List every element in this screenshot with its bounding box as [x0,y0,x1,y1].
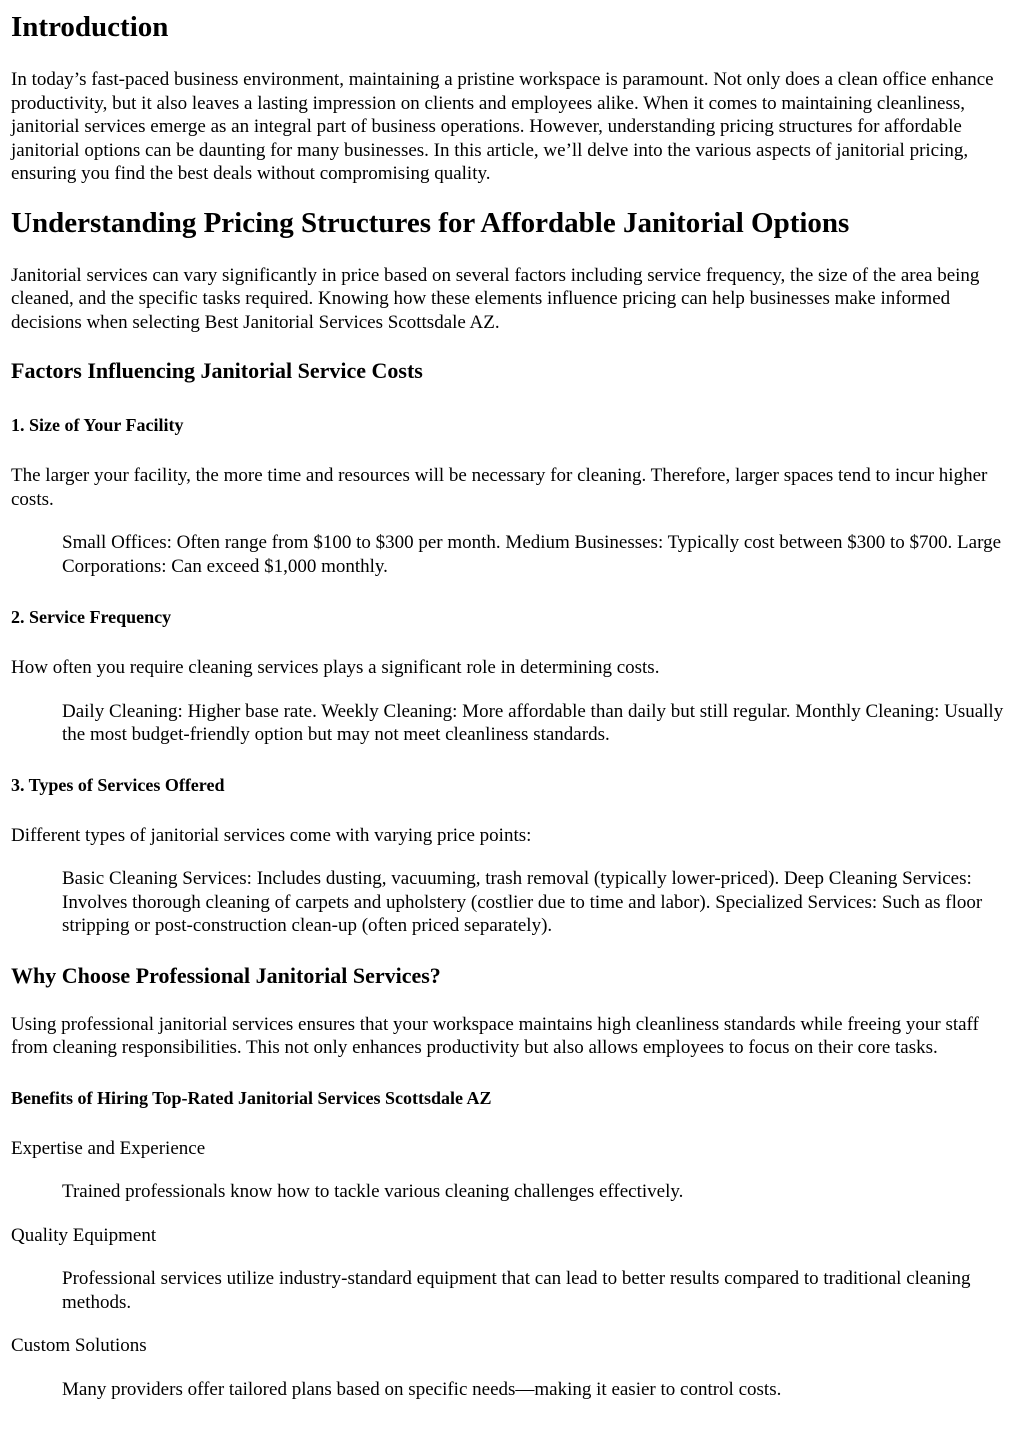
intro-heading: Introduction [11,11,169,43]
benefit-label-expertise: Expertise and Experience [11,1137,206,1159]
intro-paragraph: In today’s fast-paced business environment, maintaining a pristine workspace is paramount. Not only does a clean office enhance productivity, but it also leaves a lasting impression on clients and employees alike. When it comes to maintaining cleanliness, janitorial services emerge as an integral part of business operations. However, understanding pricing structures for affordable janitorial options can be daunting for many businesses. In this article, we’ll delve into the various aspects of janitorial pricing, ensuring you find the best deals without compromising quality. [11,69,994,184]
benefit-label-custom-solutions: Custom Solutions [11,1335,147,1356]
size-price-list: Small Offices: Often range from $100 to $300 per month. Medium Businesses: Typically cost between $300 to $700. Large Corporations: Can exceed $1,000 monthly. [62,532,1002,577]
benefit-label-equipment: Quality Equipment [11,1224,157,1246]
service-types-heading: 3. Types of Services Offered [11,774,225,795]
why-choose-heading: Why Choose Professional Janitorial Services? [11,962,441,988]
benefits-heading: Benefits of Hiring Top-Rated Janitorial Services Scottsdale AZ [11,1087,492,1108]
factors-heading: Factors Influencing Janitorial Service Costs [11,358,423,383]
why-choose-paragraph: Using professional janitorial services ensures that your workspace maintains high cleanliness standards while freeing your staff from cleaning responsibilities. This not only enhances productivity but also allows employees to focus on their core tasks. [11,1013,979,1058]
benefit-description-equipment: Professional services utilize industry-standard equipment that can lead to better results compared to traditional cleaning methods. [62,1268,971,1313]
benefit-description-expertise: Trained professionals know how to tackle various cleaning challenges effectively. [62,1181,684,1202]
benefit-description-custom-solutions: Many providers offer tailored plans based on specific needs—making it easier to control costs. [62,1378,782,1400]
service-types-list: Basic Cleaning Services: Includes dusting, vacuuming, trash removal (typically lower-priced). Deep Cleaning Services: Involves thorough cleaning of carpets and upholstery (costlier due to time and labor). Specialized Services: Such as floor stripping or post-construction clean-up (often priced separately). [62,868,983,936]
service-frequency-paragraph: How often you require cleaning services plays a significant role in determining costs. [11,657,660,678]
pricing-structures-heading: Understanding Pricing Structures for Affordable Janitorial Options [11,206,850,239]
frequency-list: Daily Cleaning: Higher base rate. Weekly Cleaning: More affordable than daily but still regular. Monthly Cleaning: Usually the most budget-friendly option but may not meet cleanliness standards. [62,700,1004,745]
service-types-paragraph: Different types of janitorial services come with varying price points: [11,824,532,846]
pricing-paragraph: Janitorial services can vary significantly in price based on several factors including service frequency, the size of the area being cleaned, and the specific tasks required. Knowing how these elements influence pricing can help businesses make informed decisions when selecting Best Janitorial Services Scottsdale AZ. [11,264,980,333]
service-frequency-heading: 2. Service Frequency [11,607,172,627]
size-of-facility-paragraph: The larger your facility, the more time and resources will be necessary for cleaning. Therefore, larger spaces tend to incur higher costs. [11,465,988,510]
size-of-facility-heading: 1. Size of Your Facility [11,415,184,435]
